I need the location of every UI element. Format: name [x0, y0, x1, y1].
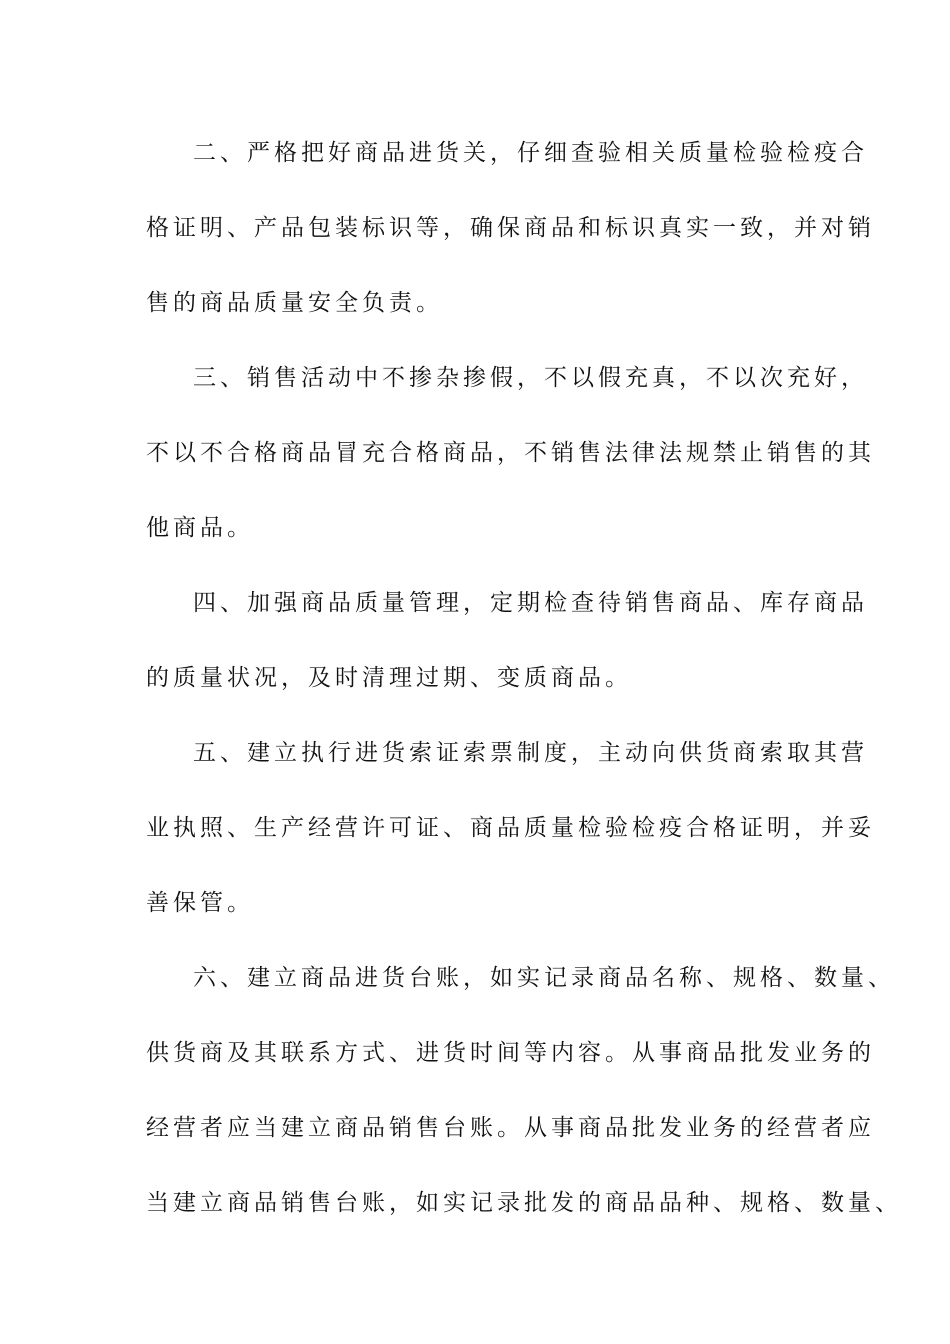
paragraph-line: 四、加强商品质量管理，定期检查待销售商品、库存商品	[193, 590, 868, 616]
paragraph-line: 他商品。	[146, 515, 254, 541]
paragraph-line: 经营者应当建立商品销售台账。从事商品批发业务的经营者应	[146, 1115, 875, 1141]
paragraph-line: 六、建立商品进货台账，如实记录商品名称、规格、数量、	[193, 965, 895, 991]
paragraph-line: 售的商品质量安全负责。	[146, 290, 443, 316]
paragraph-line: 格证明、产品包装标识等，确保商品和标识真实一致，并对销	[146, 215, 875, 241]
paragraph-line: 的质量状况，及时清理过期、变质商品。	[146, 665, 632, 691]
paragraph-line: 业执照、生产经营许可证、商品质量检验检疫合格证明，并妥	[146, 815, 875, 841]
paragraph-2	[146, 116, 875, 341]
paragraph-6	[146, 941, 902, 1241]
paragraph-5	[146, 716, 875, 941]
paragraph-line: 五、建立执行进货索证索票制度，主动向供货商索取其营	[193, 740, 868, 766]
paragraph-line: 三、销售活动中不掺杂掺假，不以假充真，不以次充好，	[193, 365, 868, 391]
paragraph-line: 当建立商品销售台账，如实记录批发的商品品种、规格、数量、	[146, 1190, 902, 1216]
paragraph-line: 二、严格把好商品进货关，仔细查验相关质量检验检疫合	[193, 140, 868, 166]
paragraph-3	[146, 341, 875, 566]
paragraph-line: 供货商及其联系方式、进货时间等内容。从事商品批发业务的	[146, 1040, 875, 1066]
paragraph-4	[146, 566, 868, 716]
document-body	[146, 116, 902, 1241]
paragraph-line: 不以不合格商品冒充合格商品，不销售法律法规禁止销售的其	[146, 440, 875, 466]
paragraph-line: 善保管。	[146, 890, 254, 916]
